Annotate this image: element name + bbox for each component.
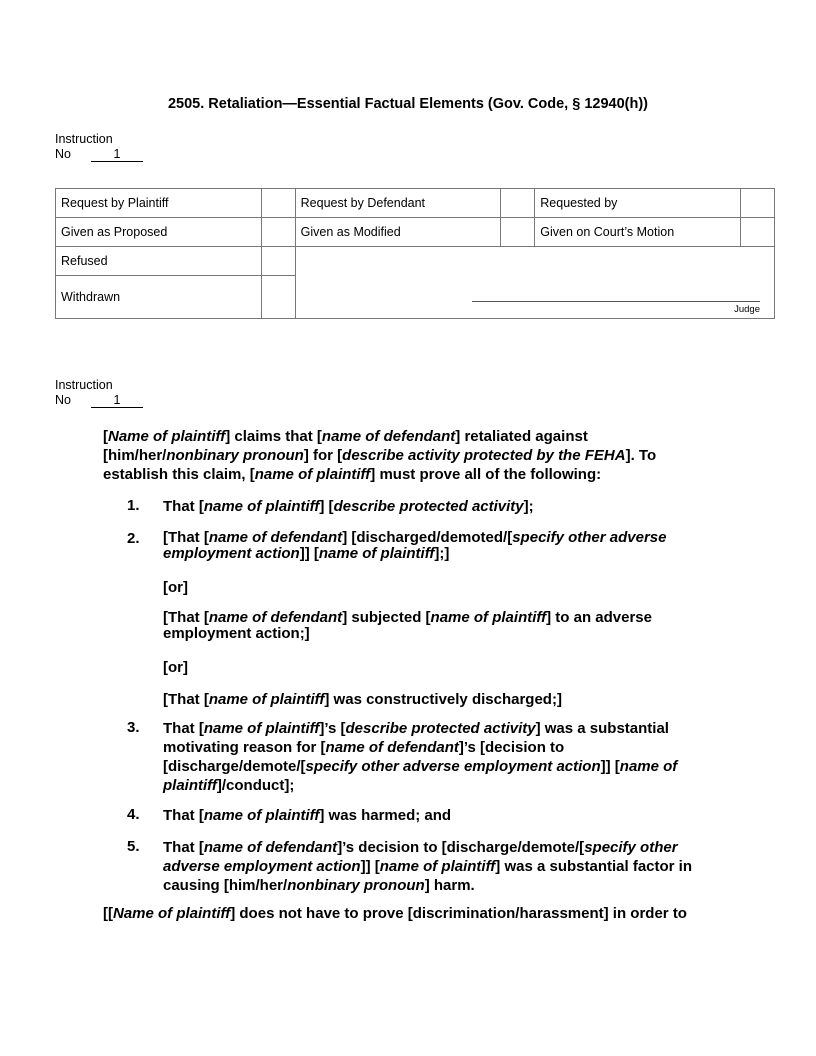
text-segment: That [ xyxy=(163,839,204,856)
placeholder-text: name of defendant xyxy=(321,428,456,445)
text-segment: ];] xyxy=(434,545,450,562)
item-number: 4. xyxy=(127,806,140,823)
request-by-defendant-checkbox[interactable] xyxy=(501,189,535,218)
placeholder-text: nonbinary pronoun xyxy=(166,447,304,464)
placeholder-text: name of plaintiff xyxy=(203,720,320,737)
placeholder-text: describe protected activity xyxy=(345,720,536,737)
no-label: No xyxy=(55,393,71,407)
text-segment: ]. To establish this claim, [ xyxy=(103,447,657,483)
placeholder-text: name of defendant xyxy=(203,839,338,856)
text-segment: [That [ xyxy=(163,691,209,708)
text-segment: ] was harmed; and xyxy=(319,807,452,824)
text-segment: [or] xyxy=(163,579,188,596)
or-separator xyxy=(163,578,188,597)
text-segment: ] for [ xyxy=(303,447,343,464)
judge-signature-line xyxy=(472,301,760,302)
text-segment: ] was constructively discharged;] xyxy=(324,691,562,708)
text-segment: [ xyxy=(103,428,108,445)
text-segment: ]] [ xyxy=(600,758,620,775)
instruction-label: Instruction xyxy=(55,378,113,392)
requested-by-label: Requested by xyxy=(535,189,741,218)
text-segment: ] [discharged/demoted/[ xyxy=(342,529,513,546)
given-on-courts-motion-checkbox[interactable] xyxy=(740,218,774,247)
placeholder-text: name of plaintiff xyxy=(208,691,325,708)
text-segment: That [ xyxy=(163,720,204,737)
text-segment: ]] [ xyxy=(360,858,380,875)
withdrawn-checkbox[interactable] xyxy=(261,276,295,319)
text-segment: ] harm. xyxy=(424,877,475,894)
instruction-number-block xyxy=(55,132,143,162)
text-segment: [[ xyxy=(103,905,113,922)
text-segment: ] subjected [ xyxy=(342,609,431,626)
placeholder-text: name of plaintiff xyxy=(379,858,496,875)
instruction-disposition-form xyxy=(55,188,775,319)
placeholder-text: specify other adverse employment action xyxy=(305,758,601,775)
element-5 xyxy=(163,838,723,895)
placeholder-text: nonbinary pronoun xyxy=(287,877,425,894)
placeholder-text: name of defendant xyxy=(208,529,343,546)
placeholder-text: describe protected activity xyxy=(333,498,524,515)
text-segment: ]] [ xyxy=(299,545,319,562)
placeholder-text: Name of plaintiff xyxy=(113,905,231,922)
placeholder-text: specify other adverse employment action xyxy=(163,529,667,562)
judge-label: Judge xyxy=(734,304,760,315)
requested-by-checkbox[interactable] xyxy=(740,189,774,218)
text-segment: [or] xyxy=(163,659,188,676)
text-segment: ] claims that [ xyxy=(225,428,322,445)
instruction-number: 1 xyxy=(91,148,143,162)
text-segment: ] does not have to prove [discrimination/harassment] in order to xyxy=(230,905,687,922)
item-number: 3. xyxy=(127,719,140,736)
intro-paragraph xyxy=(103,427,708,484)
request-by-plaintiff-checkbox[interactable] xyxy=(261,189,295,218)
text-segment: That [ xyxy=(163,807,204,824)
text-segment: ] was a substantial motivating reason for [ xyxy=(163,720,669,756)
text-segment: ]’s decision to [discharge/demote/[ xyxy=(337,839,585,856)
text-segment: ] must prove all of the following: xyxy=(370,466,602,483)
given-as-proposed-label: Given as Proposed xyxy=(56,218,262,247)
placeholder-text: name of plaintiff xyxy=(163,758,678,794)
text-segment: ] was a substantial factor in causing [him/her/ xyxy=(163,858,693,894)
instruction-label: Instruction xyxy=(55,132,113,146)
instruction-number: 1 xyxy=(91,394,143,408)
item-number: 5. xyxy=(127,838,140,855)
text-segment: [That [ xyxy=(163,609,209,626)
placeholder-text: name of defendant xyxy=(325,739,459,756)
item-number: 2. xyxy=(127,530,140,547)
text-segment: ] [ xyxy=(319,498,334,515)
placeholder-text: describe activity protected by the FEHA xyxy=(342,447,626,464)
element-3 xyxy=(163,719,723,795)
judge-signature-area[interactable] xyxy=(295,247,774,319)
given-as-proposed-checkbox[interactable] xyxy=(261,218,295,247)
refused-label: Refused xyxy=(56,247,262,276)
element-4 xyxy=(163,806,723,825)
text-segment: ]/conduct]; xyxy=(216,777,295,794)
element-2-option-b xyxy=(163,610,703,642)
placeholder-text: specify other adverse employment action xyxy=(163,839,678,875)
text-segment: That [ xyxy=(163,498,204,515)
instruction-number-block-2 xyxy=(55,378,143,408)
placeholder-text: name of plaintiff xyxy=(430,609,547,626)
given-as-modified-checkbox[interactable] xyxy=(501,218,535,247)
text-segment: [That [ xyxy=(163,529,209,546)
text-segment: ]’s [ xyxy=(319,720,346,737)
given-as-modified-label: Given as Modified xyxy=(295,218,501,247)
or-separator xyxy=(163,658,188,677)
element-1 xyxy=(163,497,723,516)
text-segment: ] retaliated against [him/her/ xyxy=(103,428,588,464)
closing-paragraph xyxy=(103,904,743,923)
no-label: No xyxy=(55,147,71,161)
request-by-plaintiff-label: Request by Plaintiff xyxy=(56,189,262,218)
element-2-option-a xyxy=(163,530,708,562)
given-on-courts-motion-label: Given on Court’s Motion xyxy=(535,218,741,247)
element-2-option-c xyxy=(163,690,723,709)
text-segment: ]; xyxy=(523,498,534,515)
placeholder-text: name of plaintiff xyxy=(203,498,320,515)
placeholder-text: name of plaintiff xyxy=(254,466,371,483)
item-number: 1. xyxy=(127,497,140,514)
placeholder-text: name of plaintiff xyxy=(203,807,320,824)
withdrawn-label: Withdrawn xyxy=(56,276,262,319)
request-by-defendant-label: Request by Defendant xyxy=(295,189,501,218)
instruction-title: 2505. Retaliation—Essential Factual Elements (Gov. Code, § 12940(h)) xyxy=(167,96,648,112)
text-segment: ]’s [decision to [discharge/demote/[ xyxy=(163,739,565,775)
placeholder-text: name of defendant xyxy=(208,609,343,626)
refused-checkbox[interactable] xyxy=(261,247,295,276)
placeholder-text: name of plaintiff xyxy=(318,545,435,562)
placeholder-text: Name of plaintiff xyxy=(108,428,226,445)
text-segment: ] to an adverse employment action;] xyxy=(163,609,652,642)
